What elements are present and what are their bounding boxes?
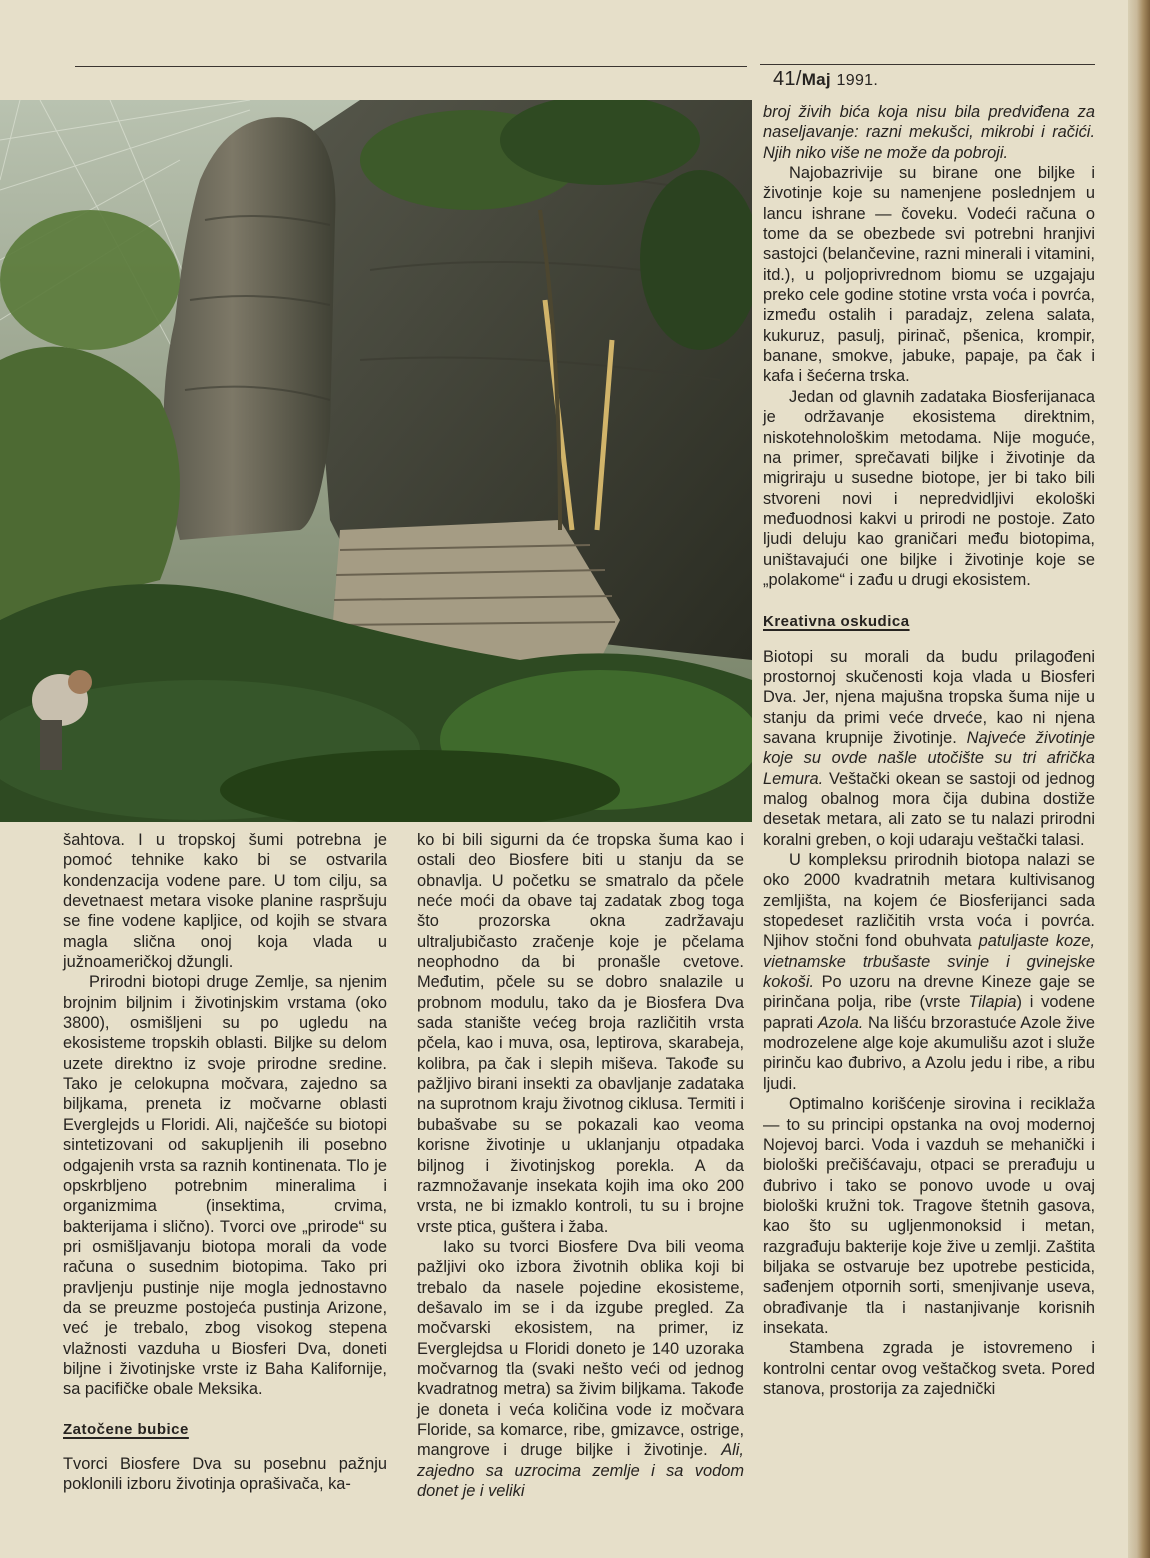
header-rule — [75, 66, 747, 67]
page-number: 41/ — [773, 68, 802, 90]
text-column-1 — [63, 830, 387, 1530]
italic-text: Najveće životinje koje su ovde našle utočište su tri afrička Lemura. — [763, 728, 1095, 788]
italic-text: Ali, zajedno sa uzrocima zemlje i sa vodom donet je i veliki — [417, 1441, 744, 1500]
paragraph — [417, 1237, 744, 1501]
paragraph-text: Po uzoru na drevne Kineze gaje se pirinčana polja, ribe (vrste — [763, 973, 1096, 1012]
paragraph: Prirodni biotopi druge Zemlje, sa njenim brojnim biljnim i životinjskim vrstama (oko 3800), osmišljeni su po ugledu na ekosisteme tropskih oblasti. Biljke su delom uzete direktno iz svoje prirodne sredine. Tako je celokupna močvara, zajedno sa biljkama, preneta iz močvarne oblasti Everglejds u Floridi. Ali, najčešće su biotopi sintetizovani od sakupljenih ili posebno odgajenih vrsta sa raznih kontinenata. Tlo je opskrbljeno potrebnim mineralima i organizmima (insektima, crvima, bakterijama i slično). Tvorci ove „prirode“ su pri osmišljavanju biotopa morali da vode računa o susednim biotopima. Tako pri pravljenju pustinje nije mogla jednostavno da se preuzme postojeća pustinja Arizone, već je trebalo, zbog visokog stepena vlažnosti vazduha u Biosferi Dva, doneti biljne i životinjske vrste iz Baha Kalifornije, sa pacifičke obale Meksika. — [63, 973, 387, 1399]
section-heading: Kreativna oskudica — [763, 613, 910, 631]
page-edge — [1128, 0, 1150, 1558]
paragraph — [763, 850, 1095, 1094]
italic-text: patuljaste koze, vietnamske trbušaste svinje i gvinejske kokoši. — [763, 932, 1095, 992]
paragraph-text: Iako su tvorci Biosfere Dva bili veoma pažljivi oko izbora životnih oblika koji bi trebalo da nasele pojedine ekosisteme, dešavalo im se i da izgube pregled. Za močvarski ekosistem, na primer, iz Everglejdsa u Floridi doneto je 140 uzoraka močvarnog tla (svaki nešto veći od jednog kvadratnog metra) sa živim biljkama. Takođe je doneta i veća količina vode iz močvara Floride, sa komarce, ribe, gmizavce, ostrige, mangrove i druge biljke i životinje. — [417, 1237, 744, 1460]
paragraph-text: Biotopi su morali da budu prilagođeni prostornoj skučenosti koja vlada u Biosferi Dva. Jer, njena majušna tropska šuma nije u stanju da primi veće drveće, kao ni njena savana krupnije životinje. — [763, 647, 1095, 747]
paragraph: ko bi bili sigurni da će tropska šuma kao i ostali deo Biosfere biti u stanju da se obnavlja. U početku se smatralo da pčele neće moći da obave taj zadatak zbog toga što prozorska okna zadržavaju ultraljubičasto zračenje koje je pčelama neophodno da bi pronašle cvetove. Međutim, pčele su se dobro snalazile u probnom modulu, tako da je Biosfera Dva sada stanište većeg broja različitih vrsta pčela, kao i muva, osa, leptirova, skarabeja, kolibra, pa čak i slepih miševa. Takođe su pažljivo birani insekti za obavljanje zadataka na suprotnom kraju životnog ciklusa. Termiti i bubašvabe su se pokazali kao veoma korisne životinje u uklanjanju otpadaka biljnog i životinjskog porekla. A da razmnožavanje insekata kojih ima oko 200 vrsta, ne bi izmaklo kontroli, tu su i brojne vrste ptica, guštera i žaba. — [417, 831, 744, 1236]
section-heading: Zatočene bubice — [63, 1420, 189, 1438]
paragraph — [763, 647, 1095, 850]
paragraph: šahtova. I u tropskoj šumi potrebna je pomoć tehnike kako bi se ostvarila kondenzacija vodene pare. U tom cilju, sa devetnaest metara visoke planine raspršuju se fine vodene kapljice, od kojih se stvara magla slična onoj koja vlada u južnoameričkoj džungli. — [63, 831, 387, 972]
paragraph: Stambena zgrada je istovremeno i kontrolni centar ovog veštačkog sveta. Pored stanova, prostorija za zajednički — [763, 1339, 1095, 1398]
italic-text: Tilapia — [968, 993, 1017, 1012]
text-column-3 — [763, 102, 1095, 1542]
header-rule-right — [760, 64, 1095, 65]
text-column-2 — [417, 830, 744, 1530]
paragraph: Najobazrivije su birane one biljke i životinje koje su namenjene poslednjem u lancu ishrane — čoveku. Vodeći računa o tome da se obezbede svi potrebni hranjivi sastojci (belančevine, razni minerali i vitamini, itd.), u poljoprivrednom biomu se uzgajaju preko cele godine stotine vrsta voća i povrća, između ostalih i paradajz, zelena salata, kukuruz, pasulj, pirinač, pšenica, krompir, banane, smokve, jabuke, papaje, pa čak i kafa i šećerna trska. — [763, 164, 1095, 386]
photo-biosphere-rainforest-rock — [0, 100, 752, 822]
paragraph-text: U kompleksu prirodnih biotopa nalazi se oko 2000 kvadratnih metara kultivisanog zemljišta, na kojem će Biosferijanci sada stopedeset različitih vrsta voća i povrća. Njihov stočni fond obuhvata — [763, 851, 1095, 951]
paragraph: broj živih bića koja nisu bila predviđena za naseljavanje: razni mekušci, mikrobi i račići. Njih niko više ne može da pobroji. — [763, 103, 1095, 162]
paragraph-text: Na lišću brzorastuće Azole žive modrozelene alge koje akumulišu azot i služe pirinču kao đubrivo, a Azolu jedu i ribe, a ribu ljudi. — [763, 1013, 1096, 1093]
issue-year: 1991. — [836, 72, 879, 89]
page-folio — [773, 68, 878, 91]
paragraph-text: ) i vodene paprati — [763, 993, 1095, 1032]
paragraph: Jedan od glavnih zadataka Biosferijanaca je održavanje ekosistema direktnim, niskotehnološkim metodama. Nije moguće, na primer, sprečavati biljke i životinje da migriraju u susedne biotope, jer bi tako bili stvoreni novi i nepredvidljivi ekološki međuodnosi kakvi u prirodi ne postoje. Zato ljudi deluju kao graničari među biotopima, uništavajući one biljke i životinje koje se „polakome“ i zađu u drugi ekosistem. — [763, 387, 1095, 589]
italic-text: Azola. — [817, 1013, 864, 1032]
paragraph: Optimalno korišćenje sirovina i reciklaža — to su principi opstanka na ovoj modernoj Nojevoj barci. Voda i vazduh se mehanički i biološki prečišćavaju, otpaci se prerađuju u đubrivo i tako se ponovo uvode u ovaj biološki kružni tok. Tragove štetnih gasova, kao što su ugljenmonoksid i metan, razgrađuju bakterije koje žive u zemlji. Zaštita biljaka se ostvaruje bez upotrebe pesticida, sađenjem otpornih sorti, smenjivanje useva, obrađivanje tla i nastanjivanje korisnih insekata. — [763, 1095, 1095, 1337]
paragraph: Tvorci Biosfere Dva su posebnu pažnju poklonili izboru životinja oprašivača, ka- — [63, 1454, 387, 1494]
issue-month: Maj — [801, 70, 831, 89]
paragraph-text: Veštački okean se sastoji od jednog malog obalnog mora čija dubina dostiže desetak metara, ali zato se tu nalazi prirodni koralni greben, o koji udaraju veštački talasi. — [763, 769, 1095, 849]
